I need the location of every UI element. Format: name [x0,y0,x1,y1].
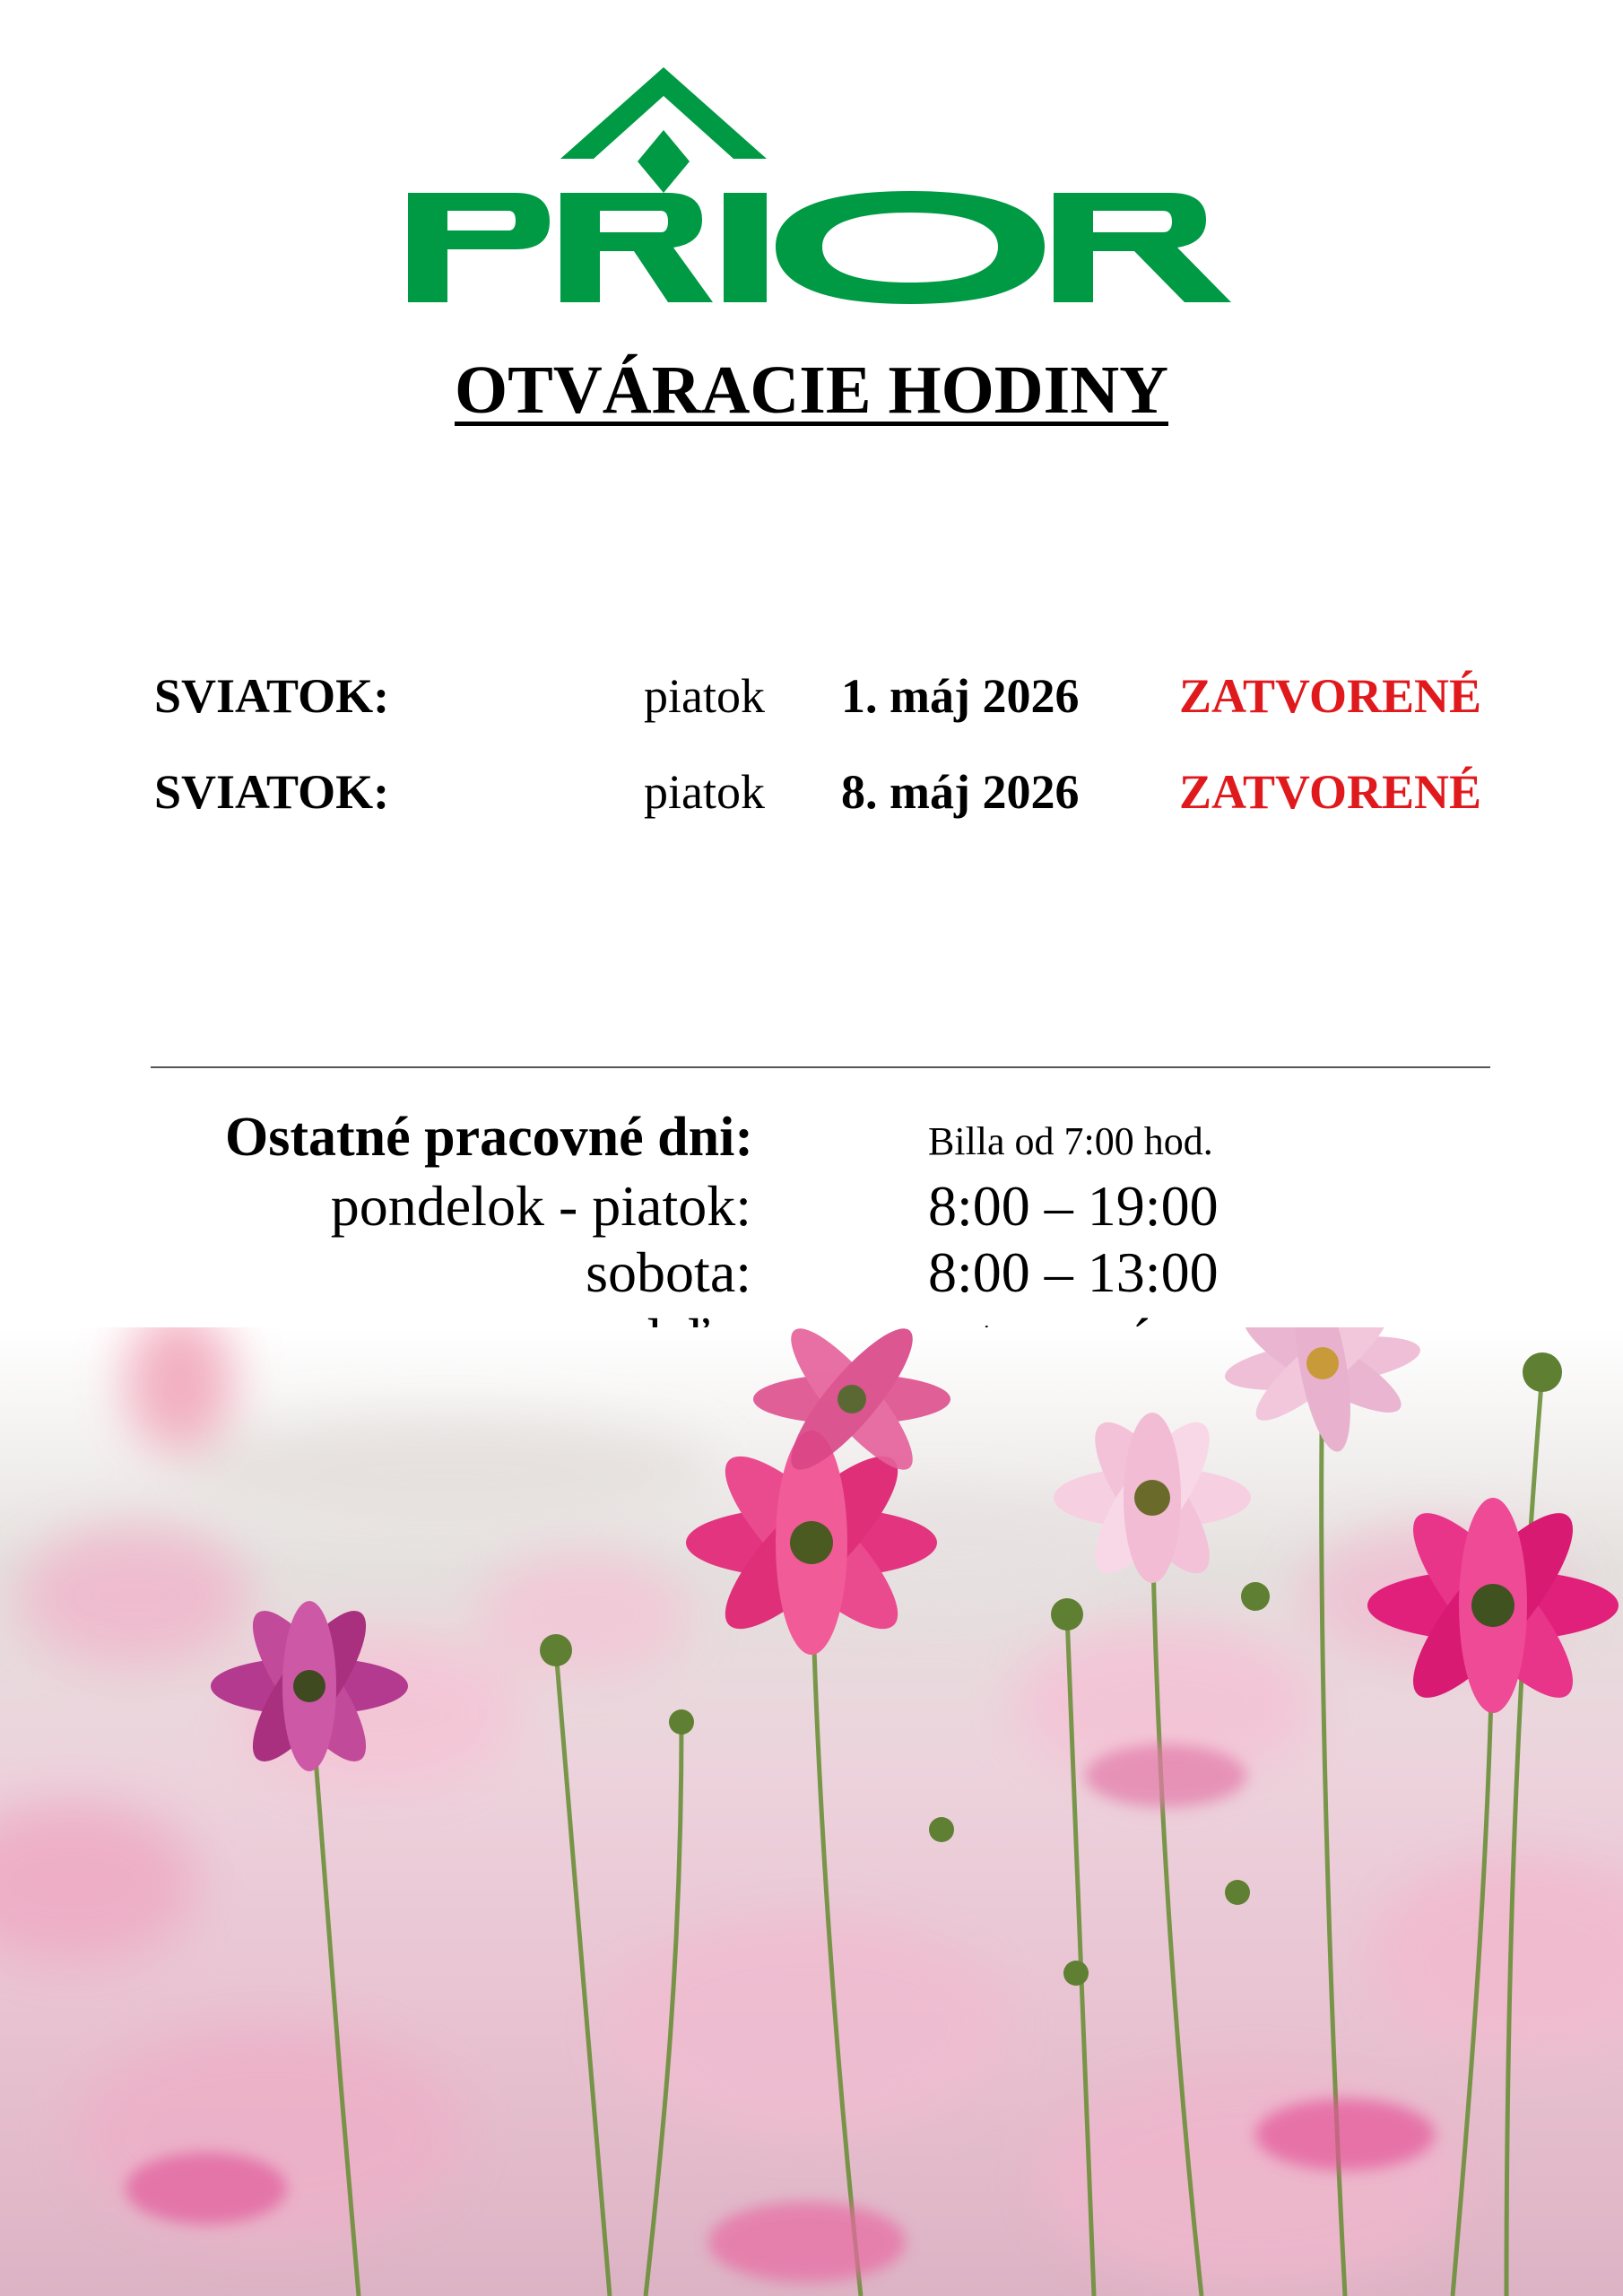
holiday-label: SVIATOK: [154,669,390,723]
holiday-status: ZATVORENÉ [1179,765,1481,819]
holiday-status: ZATVORENÉ [1179,669,1481,723]
workdays-title: Ostatné pracovné dni: [225,1107,753,1168]
holiday-row [0,764,1623,827]
schedule-hours: 8:00 – 19:00 [928,1174,1219,1238]
holiday-date: 8. máj 2026 [841,765,1080,819]
holiday-date: 1. máj 2026 [841,669,1080,723]
holiday-row [0,668,1623,731]
divider [151,1066,1490,1068]
holiday-day: piatok [644,765,765,819]
page-title: OTVÁRACIE HODINY [455,352,1168,428]
holiday-label: SVIATOK: [154,765,390,819]
flowers-photo [0,1327,1623,2296]
schedule-row [0,1239,1623,1311]
prior-logo [408,67,1233,309]
holiday-day: piatok [644,669,765,723]
schedule-day: sobota: [586,1240,751,1304]
schedule-hours: 8:00 – 13:00 [928,1240,1219,1304]
billa-note: Billa od 7:00 hod. [928,1119,1213,1163]
schedule-day: pondelok - piatok: [330,1174,751,1238]
schedule-row [0,1173,1623,1245]
